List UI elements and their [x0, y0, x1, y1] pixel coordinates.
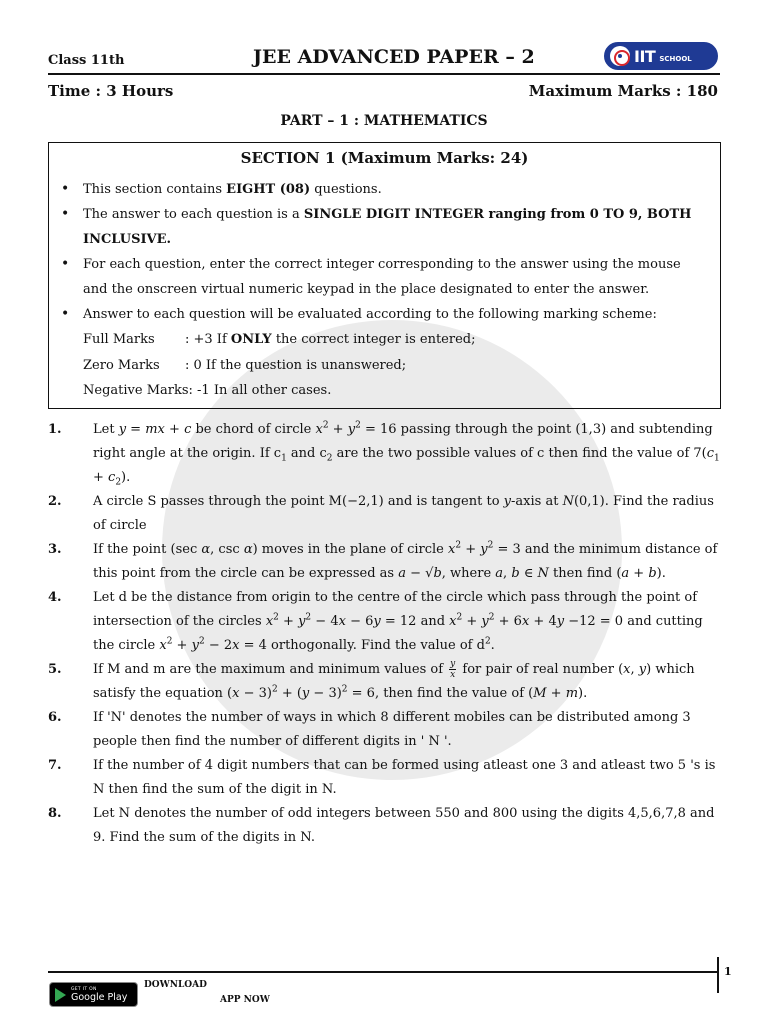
question-text: A circle S passes through the point M(−2,1) and is tangent to y-axis at N(0,1). Find the radius of circle — [93, 494, 714, 533]
question-number: 4. — [48, 590, 62, 605]
instruction-text: questions. — [310, 182, 382, 197]
question-item — [48, 802, 728, 850]
instruction-text: Answer to each question will be evaluated according to the following marking scheme: — [83, 307, 657, 322]
question-number: 7. — [48, 758, 62, 773]
marking-scheme-full — [49, 327, 720, 353]
part-title: PART – 1 : MATHEMATICS — [280, 113, 488, 129]
question-list — [48, 418, 728, 850]
instruction-text: This section contains — [83, 182, 227, 197]
scheme-value: : -1 In all other cases. — [188, 383, 332, 398]
question-text: Let y = mx + c be chord of circle $x^2 + y^2 = 16$ passing through the point (1,3) and subtending right angle at the origin. If $c_1$ and $c_2$ are the two possible values of c then find the value of $7(c_1 + c_2)$. — [93, 420, 720, 488]
question-text: Let N denotes the number of odd integers between 550 and 800 using the digits 4,5,6,7,8 and 9. Find the sum of the digits in N. — [93, 806, 715, 845]
header-divider — [48, 73, 720, 75]
instruction-emphasis: EIGHT (08) — [226, 182, 311, 197]
question-number: 8. — [48, 806, 62, 821]
question-item — [48, 490, 728, 538]
instruction-text: For each question, enter the correct integer corresponding to the answer using the mouse and the onscreen virtual numeric keypad in the place designated to enter the answer. — [83, 257, 681, 297]
paper-title: JEE ADVANCED PAPER – 2 — [253, 46, 535, 68]
question-number: 2. — [48, 494, 62, 509]
scheme-value: : 0 If the question is unanswered; — [185, 357, 407, 373]
download-label: DOWNLOAD — [144, 980, 207, 990]
badge-small-text: GET IT ON — [71, 986, 97, 992]
question-number: 3. — [48, 542, 62, 557]
footer-divider — [48, 971, 718, 973]
question-item — [48, 586, 728, 658]
question-item — [48, 538, 728, 586]
instruction-text: The answer to each question is a — [83, 207, 304, 222]
question-item — [48, 754, 728, 802]
marking-scheme-negative — [49, 378, 720, 404]
google-play-badge[interactable] — [49, 982, 138, 1007]
instruction-list — [49, 177, 720, 404]
logo-subtext: SCHOOL — [659, 55, 692, 63]
scheme-value: : +3 If ONLY the correct integer is entered; — [185, 332, 476, 347]
scheme-key: Negative Marks — [83, 383, 189, 398]
section-title: SECTION 1 (Maximum Marks: 24) — [240, 149, 529, 167]
question-number: 5. — [48, 662, 62, 677]
question-number: 6. — [48, 710, 62, 725]
question-item — [48, 658, 728, 706]
class-label: Class 11th — [48, 53, 125, 68]
max-marks-label: Maximum Marks : 180 — [528, 82, 718, 100]
section-instructions-box — [48, 142, 721, 409]
page-number: 1 — [724, 965, 732, 978]
google-play-label — [71, 987, 127, 1003]
app-now-label: APP NOW — [220, 995, 270, 1005]
footer-vertical-divider — [717, 957, 719, 993]
instruction-emphasis: SINGLE DIGIT INTEGER ranging from 0 TO 9, BOTH INCLUSIVE. — [83, 207, 692, 247]
iit-school-logo — [604, 42, 718, 70]
question-item — [48, 706, 728, 754]
time-label: Time : 3 Hours — [48, 82, 174, 100]
instruction-item — [49, 302, 720, 327]
instruction-item — [49, 202, 720, 252]
instruction-item — [49, 252, 720, 302]
scheme-key: Zero Marks — [83, 357, 160, 373]
question-number: 1. — [48, 422, 62, 437]
question-text: If the point (sec α, csc α) moves in the plane of circle $x^2 + y^2 = 3$ and the minimum distance of this point from the circle can be expressed as a − √b, where a, b ∈ N then find (a + b). — [93, 540, 718, 581]
question-text: If M and m are the maximum and minimum values of $\frac{y}{x}$ for pair of real number (x, y) which satisfy the equation $(x - 3)^2 + (y - 3)^2 = 6$, then find the value of (M + m). — [93, 659, 695, 701]
question-text: If the number of 4 digit numbers that can be formed using atleast one 3 and atleast two 5 's is N then find the sum of the digit in N. — [93, 758, 716, 797]
logo-emblem-icon — [610, 46, 630, 66]
scheme-key: Full Marks — [83, 332, 155, 347]
badge-big-text: Google Play — [71, 991, 128, 1003]
instruction-item — [49, 177, 720, 202]
question-text: Let d be the distance from origin to the centre of the circle which pass through the point of intersection of the circles $x^2 + y^2 - 4x - 6y = 12$ and $x^2 + y^2 + 6x + 4y -12 = 0$ and cutting the circle $x^2 + y^2 - 2x = 4$ orthogonally. Find the value of $d^2$. — [93, 590, 703, 653]
question-text: If 'N' denotes the number of ways in which 8 different mobiles can be distributed among 3 people then find the number of different digits in ' N '. — [93, 710, 691, 749]
logo-text: IIT — [634, 46, 656, 66]
marking-scheme-zero — [49, 353, 720, 379]
question-item — [48, 418, 728, 490]
play-store-icon — [55, 988, 66, 1002]
